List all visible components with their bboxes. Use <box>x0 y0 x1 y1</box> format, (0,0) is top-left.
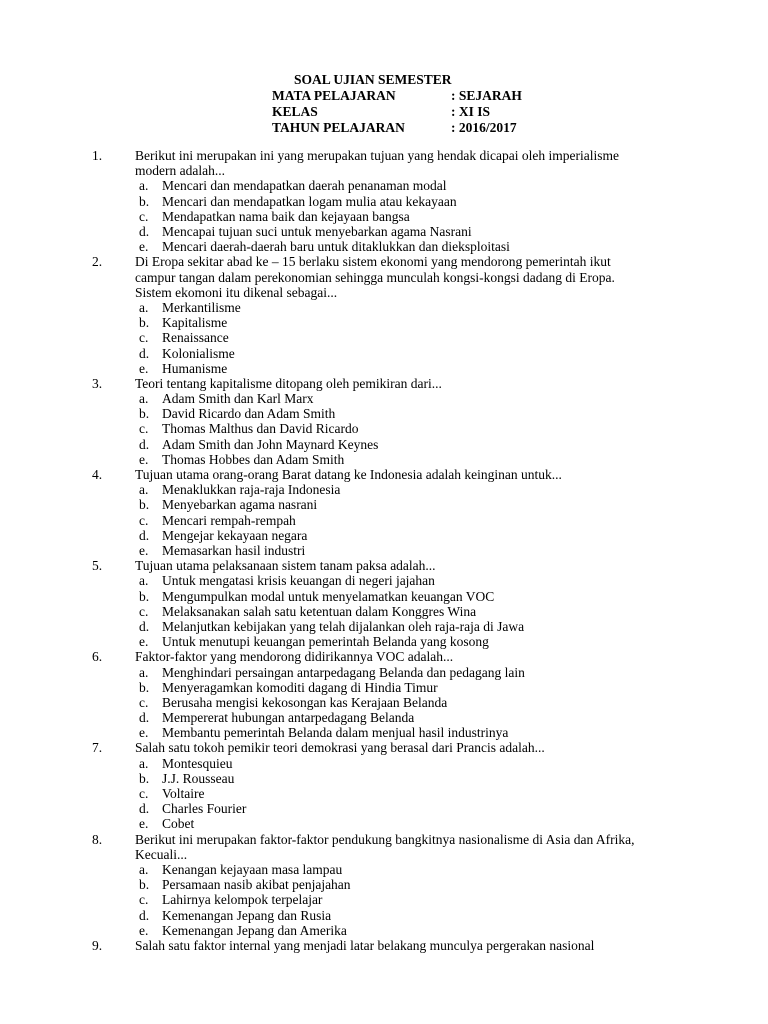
question-item <box>0 832 768 938</box>
option-letter: b. <box>139 877 150 893</box>
option-text: Adam Smith dan John Maynard Keynes <box>162 436 379 452</box>
option-text: Kapitalisme <box>162 315 228 331</box>
option-letter: c. <box>139 694 149 710</box>
answer-option <box>0 908 768 923</box>
option-letter: e. <box>139 451 149 467</box>
answer-option <box>0 194 768 209</box>
answer-option <box>0 573 768 588</box>
option-text: Persamaan nasib akibat penjajahan <box>162 877 351 893</box>
header-value: : 2016/2017 <box>451 120 517 135</box>
question-list <box>0 148 768 953</box>
option-letter: c. <box>139 786 149 802</box>
option-text: Membantu pemerintah Belanda dalam menjual hasil industrinya <box>162 725 509 741</box>
question-item <box>0 558 768 649</box>
option-text: Mengejar kekayaan negara <box>162 527 308 543</box>
answer-option <box>0 665 768 680</box>
question-number: 1. <box>92 148 103 163</box>
option-letter: b. <box>139 588 150 604</box>
option-text: Humanisme <box>162 360 228 376</box>
answer-option <box>0 209 768 224</box>
option-letter: c. <box>139 603 149 619</box>
option-letter: e. <box>139 239 149 255</box>
option-text: Melaksanakan salah satu ketentuan dalam Konggres Wina <box>162 603 477 619</box>
question-number: 8. <box>92 831 103 847</box>
question-text: Teori tentang kapitalisme ditopang oleh pemikiran dari... <box>135 375 442 391</box>
option-text: David Ricardo dan Adam Smith <box>162 406 336 422</box>
option-text: Kemenangan Jepang dan Rusia <box>162 907 332 923</box>
option-letter: a. <box>139 664 149 680</box>
option-text: Mencapai tujuan suci untuk menyebarkan agama Nasrani <box>162 223 472 239</box>
option-letter: c. <box>139 421 149 437</box>
option-letter: e. <box>139 360 149 376</box>
option-text: Berusaha mengisi kekosongan kas Kerajaan Belanda <box>162 694 448 710</box>
option-text: Menghindari persaingan antarpedagang Belanda dan pedagang lain <box>162 664 525 680</box>
option-text: Thomas Hobbes dan Adam Smith <box>162 451 345 467</box>
option-text: Menaklukkan raja-raja Indonesia <box>162 482 341 498</box>
question-number: 2. <box>92 254 103 270</box>
option-text: Memasarkan hasil industri <box>162 542 306 558</box>
option-text: Mengumpulkan modal untuk menyelamatkan keuangan VOC <box>162 588 495 604</box>
header-key: TAHUN PELAJARAN <box>272 120 405 135</box>
option-text: Voltaire <box>162 786 205 802</box>
option-letter: b. <box>139 497 150 513</box>
answer-option <box>0 178 768 193</box>
option-text: Menyeragamkan komoditi dagang di Hindia Timur <box>162 679 438 695</box>
option-letter: b. <box>139 770 150 786</box>
question-number: 5. <box>92 558 103 574</box>
answer-option <box>0 710 768 725</box>
answer-option <box>0 619 768 634</box>
question-text: Berikut ini merupakan faktor-faktor pendukung bangkitnya nasionalisme di Asia dan Afrika, Kecuali... <box>135 831 635 862</box>
question-item <box>0 649 768 740</box>
option-text: Renaissance <box>162 330 229 346</box>
answer-option <box>0 224 768 239</box>
answer-option <box>0 862 768 877</box>
option-letter: a. <box>139 482 149 498</box>
answer-option <box>0 482 768 497</box>
option-text: Untuk mengatasi krisis keuangan di negeri jajahan <box>162 573 435 589</box>
answer-option <box>0 239 768 254</box>
option-text: J.J. Rousseau <box>162 770 235 786</box>
option-text: Mendapatkan nama baik dan kejayaan bangsa <box>162 208 410 224</box>
answer-option <box>0 634 768 649</box>
question-text: Salah satu tokoh pemikir teori demokrasi yang berasal dari Prancis adalah... <box>135 740 545 756</box>
option-text: Kolonialisme <box>162 345 235 361</box>
option-text: Adam Smith dan Karl Marx <box>162 391 314 407</box>
question-text: Berikut ini merupakan ini yang merupakan tujuan yang hendak dicapai oleh imperialisme modern adalah... <box>135 148 619 179</box>
option-letter: e. <box>139 816 149 832</box>
answer-option <box>0 406 768 421</box>
question-number: 4. <box>92 467 103 483</box>
answer-option <box>0 877 768 892</box>
question-number: 9. <box>92 937 103 953</box>
option-text: Mempererat hubungan antarpedagang Belanda <box>162 710 415 726</box>
option-text: Mencari dan mendapatkan logam mulia atau kekayaan <box>162 193 457 209</box>
option-letter: b. <box>139 315 150 331</box>
question-text: Salah satu faktor internal yang menjadi latar belakang munculya pergerakan nasional <box>135 937 595 953</box>
question-item <box>0 376 768 467</box>
option-letter: d. <box>139 710 150 726</box>
option-letter: e. <box>139 634 149 650</box>
answer-option <box>0 437 768 452</box>
answer-option <box>0 391 768 406</box>
header-key: KELAS <box>272 104 318 119</box>
option-letter: d. <box>139 801 150 817</box>
option-text: Mencari rempah-rempah <box>162 512 296 528</box>
question-item <box>0 254 768 376</box>
option-text: Kemenangan Jepang dan Amerika <box>162 922 347 938</box>
answer-option <box>0 786 768 801</box>
answer-option <box>0 497 768 512</box>
question-text: Faktor-faktor yang mendorong didirikannya VOC adalah... <box>135 649 454 665</box>
header-value: : SEJARAH <box>451 88 522 103</box>
option-text: Charles Fourier <box>162 801 247 817</box>
option-letter: a. <box>139 391 149 407</box>
option-letter: c. <box>139 892 149 908</box>
option-letter: b. <box>139 406 150 422</box>
question-number: 7. <box>92 740 103 756</box>
option-letter: e. <box>139 542 149 558</box>
option-letter: c. <box>139 512 149 528</box>
header-key: MATA PELAJARAN <box>272 88 396 103</box>
option-text: Mencari dan mendapatkan daerah penanaman modal <box>162 178 447 194</box>
option-text: Lahirnya kelompok terpelajar <box>162 892 323 908</box>
option-text: Melanjutkan kebijakan yang telah dijalankan oleh raja-raja di Jawa <box>162 618 525 634</box>
option-letter: d. <box>139 618 150 634</box>
question-text: Di Eropa sekitar abad ke – 15 berlaku sistem ekonomi yang mendorong pemerintah ikut campur tangan dalam perekonomian sehingga munculah kongsi-kongsi dadang di Eropa. Sistem ekomoni itu dikenal sebagai... <box>135 254 615 300</box>
option-letter: c. <box>139 208 149 224</box>
option-text: Untuk menutupi keuangan pemerintah Belanda yang kosong <box>162 634 489 650</box>
header-value: : XI IS <box>451 104 491 119</box>
question-item <box>0 467 768 558</box>
question-number: 3. <box>92 375 103 391</box>
answer-option <box>0 421 768 436</box>
question-text: Tujuan utama orang-orang Barat datang ke Indonesia adalah keinginan untuk... <box>135 467 562 483</box>
option-text: Merkantilisme <box>162 299 241 315</box>
answer-option <box>0 589 768 604</box>
option-letter: c. <box>139 330 149 346</box>
answer-option <box>0 756 768 771</box>
answer-option <box>0 725 768 740</box>
question-item <box>0 740 768 831</box>
option-text: Montesquieu <box>162 755 233 771</box>
exam-header <box>272 72 522 136</box>
question-item <box>0 938 768 953</box>
option-letter: d. <box>139 907 150 923</box>
answer-option <box>0 680 768 695</box>
option-letter: a. <box>139 755 149 771</box>
answer-option <box>0 892 768 907</box>
answer-option <box>0 300 768 315</box>
option-letter: b. <box>139 679 150 695</box>
option-letter: d. <box>139 527 150 543</box>
option-letter: b. <box>139 193 150 209</box>
option-text: Thomas Malthus dan David Ricardo <box>162 421 359 437</box>
exam-title: SOAL UJIAN SEMESTER <box>294 72 452 87</box>
answer-option <box>0 361 768 376</box>
option-letter: d. <box>139 223 150 239</box>
option-letter: a. <box>139 299 149 315</box>
answer-option <box>0 452 768 467</box>
answer-option <box>0 923 768 938</box>
option-text: Menyebarkan agama nasrani <box>162 497 318 513</box>
answer-option <box>0 315 768 330</box>
option-letter: e. <box>139 922 149 938</box>
option-text: Kenangan kejayaan masa lampau <box>162 862 343 877</box>
option-letter: a. <box>139 178 149 194</box>
option-letter: a. <box>139 862 149 877</box>
question-text: Tujuan utama pelaksanaan sistem tanam paksa adalah... <box>135 558 436 574</box>
question-number: 6. <box>92 649 103 665</box>
header-row-year <box>272 120 522 136</box>
answer-option <box>0 695 768 710</box>
answer-option <box>0 816 768 831</box>
answer-option <box>0 801 768 816</box>
option-letter: a. <box>139 573 149 589</box>
answer-option <box>0 513 768 528</box>
answer-option <box>0 346 768 361</box>
header-row-subject <box>272 88 522 104</box>
option-letter: e. <box>139 725 149 741</box>
answer-option <box>0 543 768 558</box>
option-text: Mencari daerah-daerah baru untuk ditaklukkan dan dieksploitasi <box>162 239 510 255</box>
answer-option <box>0 771 768 786</box>
option-letter: d. <box>139 436 150 452</box>
answer-option <box>0 330 768 345</box>
question-item <box>0 148 768 254</box>
header-row-class <box>272 104 522 120</box>
answer-option <box>0 528 768 543</box>
answer-option <box>0 604 768 619</box>
option-letter: d. <box>139 345 150 361</box>
option-text: Cobet <box>162 816 195 832</box>
